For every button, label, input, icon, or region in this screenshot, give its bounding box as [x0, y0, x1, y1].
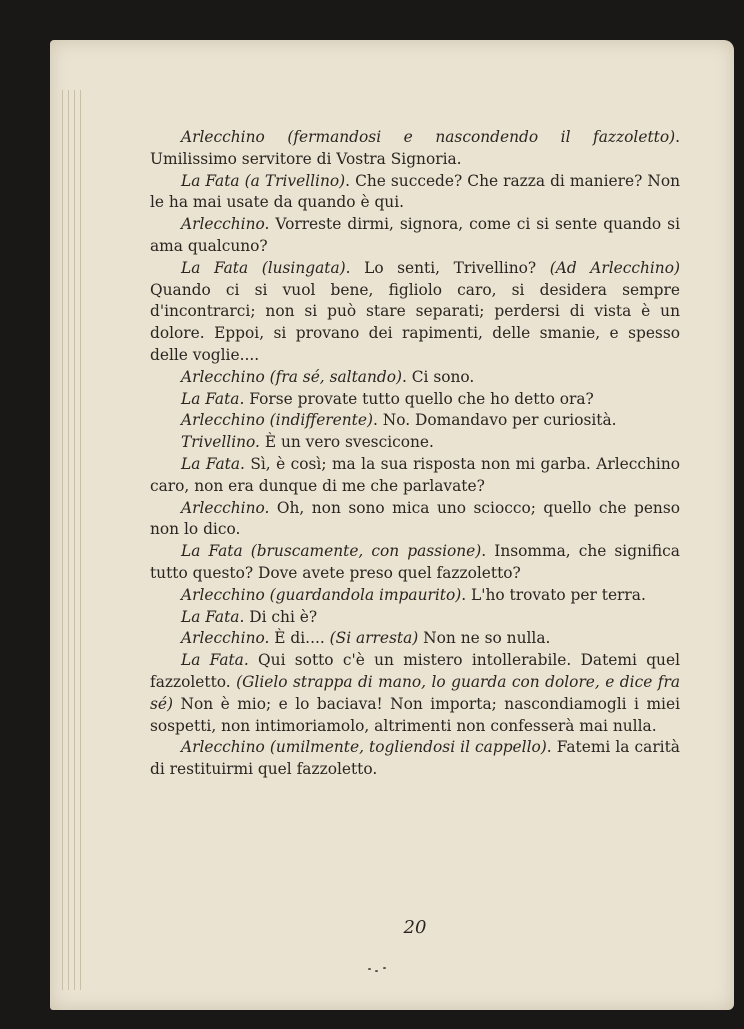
- dialogue-paragraph: [150, 171, 680, 215]
- dialogue-paragraph: [150, 127, 680, 171]
- dialogue-text: Vorreste dirmi, signora, come ci si sente quando si ama qualcuno?: [150, 215, 680, 255]
- speaker-name: Arlecchino: [181, 738, 265, 757]
- speaker-name: Arlecchino: [181, 128, 265, 146]
- dialogue-paragraph: [150, 650, 680, 737]
- dialogue-text: È di....: [269, 629, 330, 648]
- dialogue-text: Sì, è così; ma la sua risposta non mi garba. Arlecchino caro, non era dunque di me che parlavate?: [150, 454, 680, 495]
- speaker-name: Arlecchino.: [181, 629, 270, 648]
- stage-direction: (umilmente, togliendosi il cappello): [269, 738, 547, 757]
- speaker-name: La Fata.: [181, 607, 245, 626]
- dialogue-text: È un vero svescicone.: [259, 433, 434, 452]
- dialogue-paragraph: [150, 607, 680, 629]
- stage-direction: (a Trivellino): [244, 171, 346, 190]
- stage-direction: (Glielo strappa di mano, lo guarda con dolore, e dice fra sé): [150, 672, 680, 713]
- page-edge-line: [74, 90, 75, 990]
- dialogue-paragraph: [150, 628, 680, 650]
- dialogue-paragraph: [150, 498, 680, 542]
- dialogue-text-block: [150, 127, 680, 781]
- dialogue-text: Non è mio; e lo baciava! Non importa; nascondiamogli i miei sospetti, non intimoriamolo, altrimenti non confesserà mai nulla.: [150, 694, 680, 735]
- stage-direction: (Si arresta): [329, 629, 419, 648]
- speaker-name: La Fata.: [181, 651, 249, 670]
- dialogue-paragraph: [150, 737, 680, 781]
- speaker-name: La Fata: [181, 171, 240, 190]
- speaker-name: La Fata: [181, 542, 243, 561]
- dialogue-text: . L'ho trovato per terra.: [461, 585, 646, 604]
- dialogue-text: [248, 259, 262, 277]
- page-edge-line: [62, 90, 63, 990]
- dialogue-text: . Ci sono.: [401, 367, 475, 386]
- dialogue-text: . Insomma, che significa tutto questo? Dove avete preso quel fazzoletto?: [150, 542, 680, 582]
- dialogue-text: Quando ci si vuol bene, figliolo caro, si desidera sempre d'incontrarci; non si può stare separati; perdersi di vista è un dolore. Eppoi, si provano dei rapimenti, delle smanie, e spesso delle voglie....: [150, 280, 680, 364]
- dialogue-paragraph: [150, 214, 680, 258]
- dialogue-text: . Fatemi la carità di restituirmi quel fazzoletto.: [150, 738, 680, 779]
- speaker-name: La Fata: [181, 258, 249, 277]
- dialogue-text: [265, 128, 288, 146]
- dialogue-text: . Lo senti, Trivellino?: [345, 258, 550, 277]
- stage-direction: (guardandola impaurito): [269, 585, 462, 604]
- stage-direction: (fra sé, saltando): [269, 367, 402, 386]
- speaker-name: La Fata.: [181, 454, 245, 473]
- dialogue-paragraph: [150, 410, 680, 432]
- dialogue-paragraph: [150, 585, 680, 607]
- speaker-name: Arlecchino.: [181, 215, 270, 234]
- print-speck: [368, 968, 371, 970]
- dialogue-text: [243, 542, 251, 560]
- speaker-name: Arlecchino: [181, 411, 265, 430]
- stage-direction: (lusingata): [261, 258, 346, 277]
- speaker-name: Arlecchino: [181, 367, 265, 386]
- dialogue-text: Non ne so nulla.: [418, 629, 551, 648]
- speaker-name: Trivellino.: [181, 433, 260, 452]
- stage-direction: (Ad Arlecchino): [549, 258, 680, 277]
- dialogue-text: Qui sotto c'è un mistero intollerabile. Datemi quel fazzoletto.: [150, 651, 680, 691]
- dialogue-text: . Che succede? Che razza di maniere? Non le ha mai usate da quando è qui.: [150, 171, 680, 212]
- speaker-name: La Fata.: [181, 389, 245, 408]
- dialogue-paragraph: [150, 389, 680, 411]
- dialogue-paragraph: [150, 258, 680, 367]
- dialogue-paragraph: [150, 432, 680, 454]
- dialogue-paragraph: [150, 367, 680, 389]
- page-edge-line: [68, 90, 69, 990]
- dialogue-text: Oh, non sono mica uno sciocco; quello che penso non lo dico.: [150, 498, 680, 539]
- stage-direction: (fermandosi e nascondendo il fazzoletto): [287, 128, 676, 146]
- dialogue-text: Di chi è?: [244, 607, 318, 626]
- print-speck: [375, 970, 378, 972]
- print-speck: [383, 967, 386, 969]
- dialogue-text: . Umilissimo servitore di Vostra Signoria.: [150, 128, 680, 168]
- speaker-name: Arlecchino.: [181, 498, 270, 517]
- page-edge-line: [80, 90, 81, 990]
- speaker-name: Arlecchino: [181, 585, 265, 604]
- stage-direction: (indifferente): [269, 411, 373, 430]
- page-number: 20: [403, 917, 427, 938]
- dialogue-paragraph: [150, 541, 680, 585]
- stage-direction: (bruscamente, con passione): [250, 542, 482, 561]
- dialogue-text: . No. Domandavo per curiosità.: [372, 411, 617, 430]
- dialogue-text: Forse provate tutto quello che ho detto ora?: [244, 389, 594, 408]
- dialogue-paragraph: [150, 454, 680, 498]
